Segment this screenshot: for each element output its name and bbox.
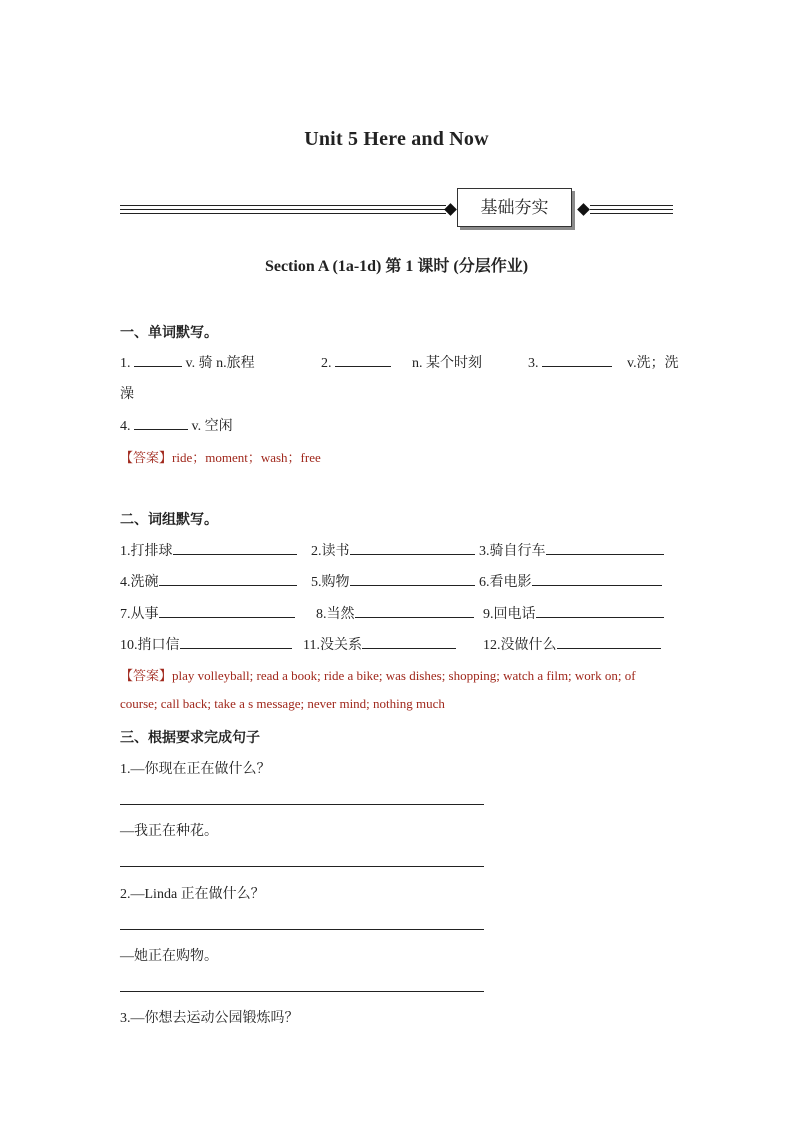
phrase-item: 12.没做什么 xyxy=(483,634,661,654)
part2-heading: 二、词组默写。 xyxy=(120,513,218,528)
banner-rule-right-top xyxy=(590,205,673,206)
answer-blank[interactable] xyxy=(335,352,391,367)
phrase-item: 9.回电话 xyxy=(483,603,664,623)
answer-line[interactable] xyxy=(120,866,484,867)
answer-blank[interactable] xyxy=(362,634,456,649)
banner-rule-left-top xyxy=(120,205,446,206)
banner-rule-left-bottom xyxy=(120,213,446,214)
phrase-item: 3.骑自行车 xyxy=(479,540,664,560)
banner-rule-left-mid xyxy=(120,209,446,210)
answer-blank[interactable] xyxy=(134,352,182,367)
phrase-item: 5.购物 xyxy=(311,571,475,591)
answer-blank[interactable] xyxy=(350,540,475,555)
answer-blank[interactable] xyxy=(173,540,297,555)
phrase-item: 8.当然 xyxy=(316,603,474,623)
phrase-item: 7.从事 xyxy=(120,603,295,623)
sentence-prompt: 3.—你想去运动公园锻炼吗？ xyxy=(120,1011,299,1026)
diamond-icon xyxy=(577,203,590,216)
answer-blank[interactable] xyxy=(532,571,662,586)
phrase-item: 1.打排球 xyxy=(120,540,297,560)
part1-item-2: 2. n. 某个时刻 xyxy=(321,352,482,372)
part1-answer: 【答案】ride；moment；wash；free xyxy=(120,450,321,465)
sentence-prompt: —她正在购物。 xyxy=(120,949,218,964)
diamond-icon xyxy=(444,203,457,216)
answer-blank[interactable] xyxy=(180,634,292,649)
phrase-item: 11.没关系 xyxy=(303,634,456,654)
answer-blank[interactable] xyxy=(350,571,475,586)
part1-item-3-wrap: 澡 xyxy=(120,387,134,402)
section-title: Section A (1a-1d) 第 1 课时 (分层作业) xyxy=(264,258,529,275)
phrase-item: 4.洗碗 xyxy=(120,571,297,591)
answer-blank[interactable] xyxy=(159,603,295,618)
phrase-item: 10.捎口信 xyxy=(120,634,292,654)
part2-answer: 【答案】play volleyball; read a book; ride a bike; was dishes; shopping; watch a film; work on; of xyxy=(120,668,636,683)
answer-blank[interactable] xyxy=(546,540,664,555)
part1-item-1: 1. v. 骑 n.旅程 xyxy=(120,352,255,372)
phrase-item: 6.看电影 xyxy=(479,571,662,591)
answer-line[interactable] xyxy=(120,929,484,930)
answer-blank[interactable] xyxy=(355,603,474,618)
answer-line[interactable] xyxy=(120,804,484,805)
answer-blank[interactable] xyxy=(536,603,664,618)
banner-rule-right-mid xyxy=(590,209,673,210)
part1-item-4: 4. v. 空闲 xyxy=(120,415,233,435)
answer-blank[interactable] xyxy=(159,571,297,586)
sentence-prompt: 2.—Linda 正在做什么？ xyxy=(120,887,265,902)
sentence-prompt: —我正在种花。 xyxy=(120,824,218,839)
part1-item-3: 3. v.洗；洗 xyxy=(528,352,679,372)
sentence-prompt: 1.—你现在正在做什么？ xyxy=(120,762,271,777)
banner-rule-right-bottom xyxy=(590,213,673,214)
answer-blank[interactable] xyxy=(542,352,612,367)
phrase-item: 2.读书 xyxy=(311,540,475,560)
part3-heading: 三、根据要求完成句子 xyxy=(120,731,260,746)
banner-label: 基础夯实 xyxy=(457,188,572,227)
part1-heading: 一、单词默写。 xyxy=(120,326,218,341)
answer-line[interactable] xyxy=(120,991,484,992)
page-title: Unit 5 Here and Now xyxy=(304,128,489,150)
answer-blank[interactable] xyxy=(134,415,188,430)
part2-answer-cont: course; call back; take a s message; never mind; nothing much xyxy=(120,696,445,711)
answer-blank[interactable] xyxy=(557,634,661,649)
